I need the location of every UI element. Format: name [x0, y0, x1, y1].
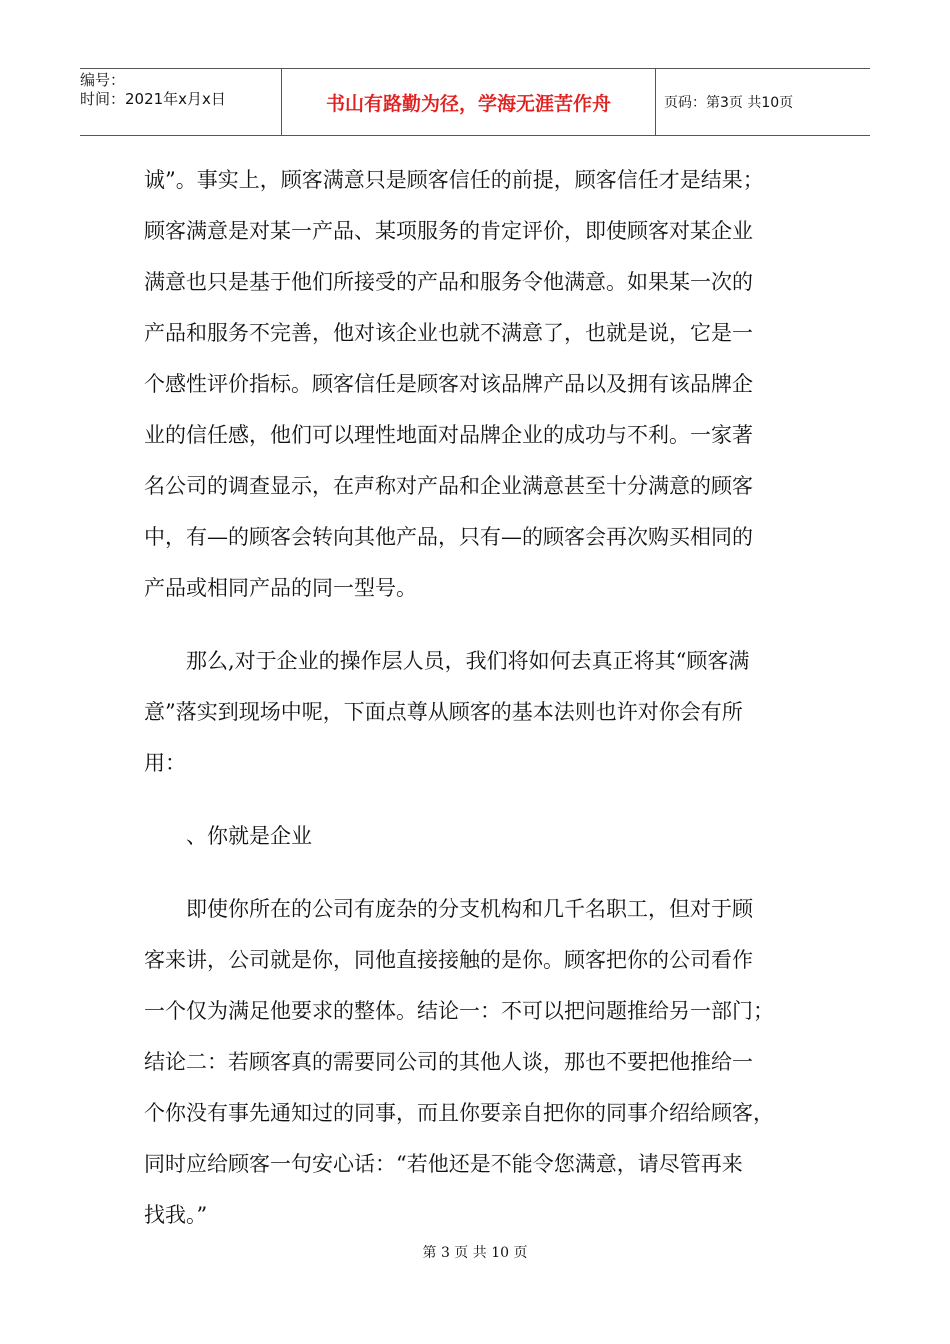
text-line: 业的信任感，他们可以理性地面对品牌企业的成功与不利。一家著	[144, 423, 753, 447]
text-line: 意”落实到现场中呢，下面点尊从顾客的基本法则也许对你会有所	[144, 700, 743, 724]
paragraph-3	[144, 884, 814, 1241]
text-line: 个感性评价指标。顾客信任是顾客对该品牌产品以及拥有该品牌企	[144, 372, 753, 396]
text-line: 顾客满意是对某一产品、某项服务的肯定评价，即使顾客对某企业	[144, 219, 753, 243]
text-line: 诚”。事实上，顾客满意只是顾客信任的前提，顾客信任才是结果；	[144, 168, 764, 192]
text-line: 同时应给顾客一句安心话：“若他还是不能令您满意，请尽管再来	[144, 1152, 743, 1176]
text-line: 产品和服务不完善，他对该企业也就不满意了，也就是说，它是一	[144, 321, 753, 345]
text-line: 名公司的调查显示，在声称对产品和企业满意甚至十分满意的顾客	[144, 474, 753, 498]
text-line: 客来讲，公司就是你，同他直接接触的是你。顾客把你的公司看作	[144, 948, 753, 972]
header-page-info: 页码：第3页 共10页	[664, 95, 794, 111]
document-date: 时间：2021年x月x日	[80, 90, 226, 108]
text-line: 用：	[144, 751, 186, 775]
text-line: 、你就是企业	[144, 824, 312, 848]
text-line: 产品或相同产品的同一型号。	[144, 576, 417, 600]
header-meta	[80, 69, 282, 135]
text-line: 那么,对于企业的操作层人员，我们将如何去真正将其“顾客满	[144, 649, 750, 673]
text-line: 个你没有事先通知过的同事，而且你要亲自把你的同事介绍给顾客，	[144, 1101, 774, 1125]
text-line: 一个仅为满足他要求的整体。结论一：不可以把问题推给另一部门；	[144, 999, 774, 1023]
paragraph-1	[144, 155, 814, 614]
text-line: 满意也只是基于他们所接受的产品和服务令他满意。如果某一次的	[144, 270, 753, 294]
text-line: 即使你所在的公司有庞杂的分支机构和几千名职工，但对于顾	[144, 897, 753, 921]
text-line: 中，有—的顾客会转向其他产品，只有—的顾客会再次购买相同的	[144, 525, 753, 549]
paragraph-2	[144, 636, 814, 789]
page-footer: 第 3 页 共 10 页	[422, 1245, 528, 1261]
section-heading	[144, 811, 814, 862]
document-number-label: 编号：	[80, 71, 126, 89]
text-line: 找我。”	[144, 1203, 208, 1227]
document-body	[144, 155, 814, 1241]
page-header	[80, 68, 870, 136]
header-motto: 书山有路勤为径，学海无涯苦作舟	[282, 69, 656, 135]
text-line: 结论二：若顾客真的需要同公司的其他人谈，那也不要把他推给一	[144, 1050, 753, 1074]
